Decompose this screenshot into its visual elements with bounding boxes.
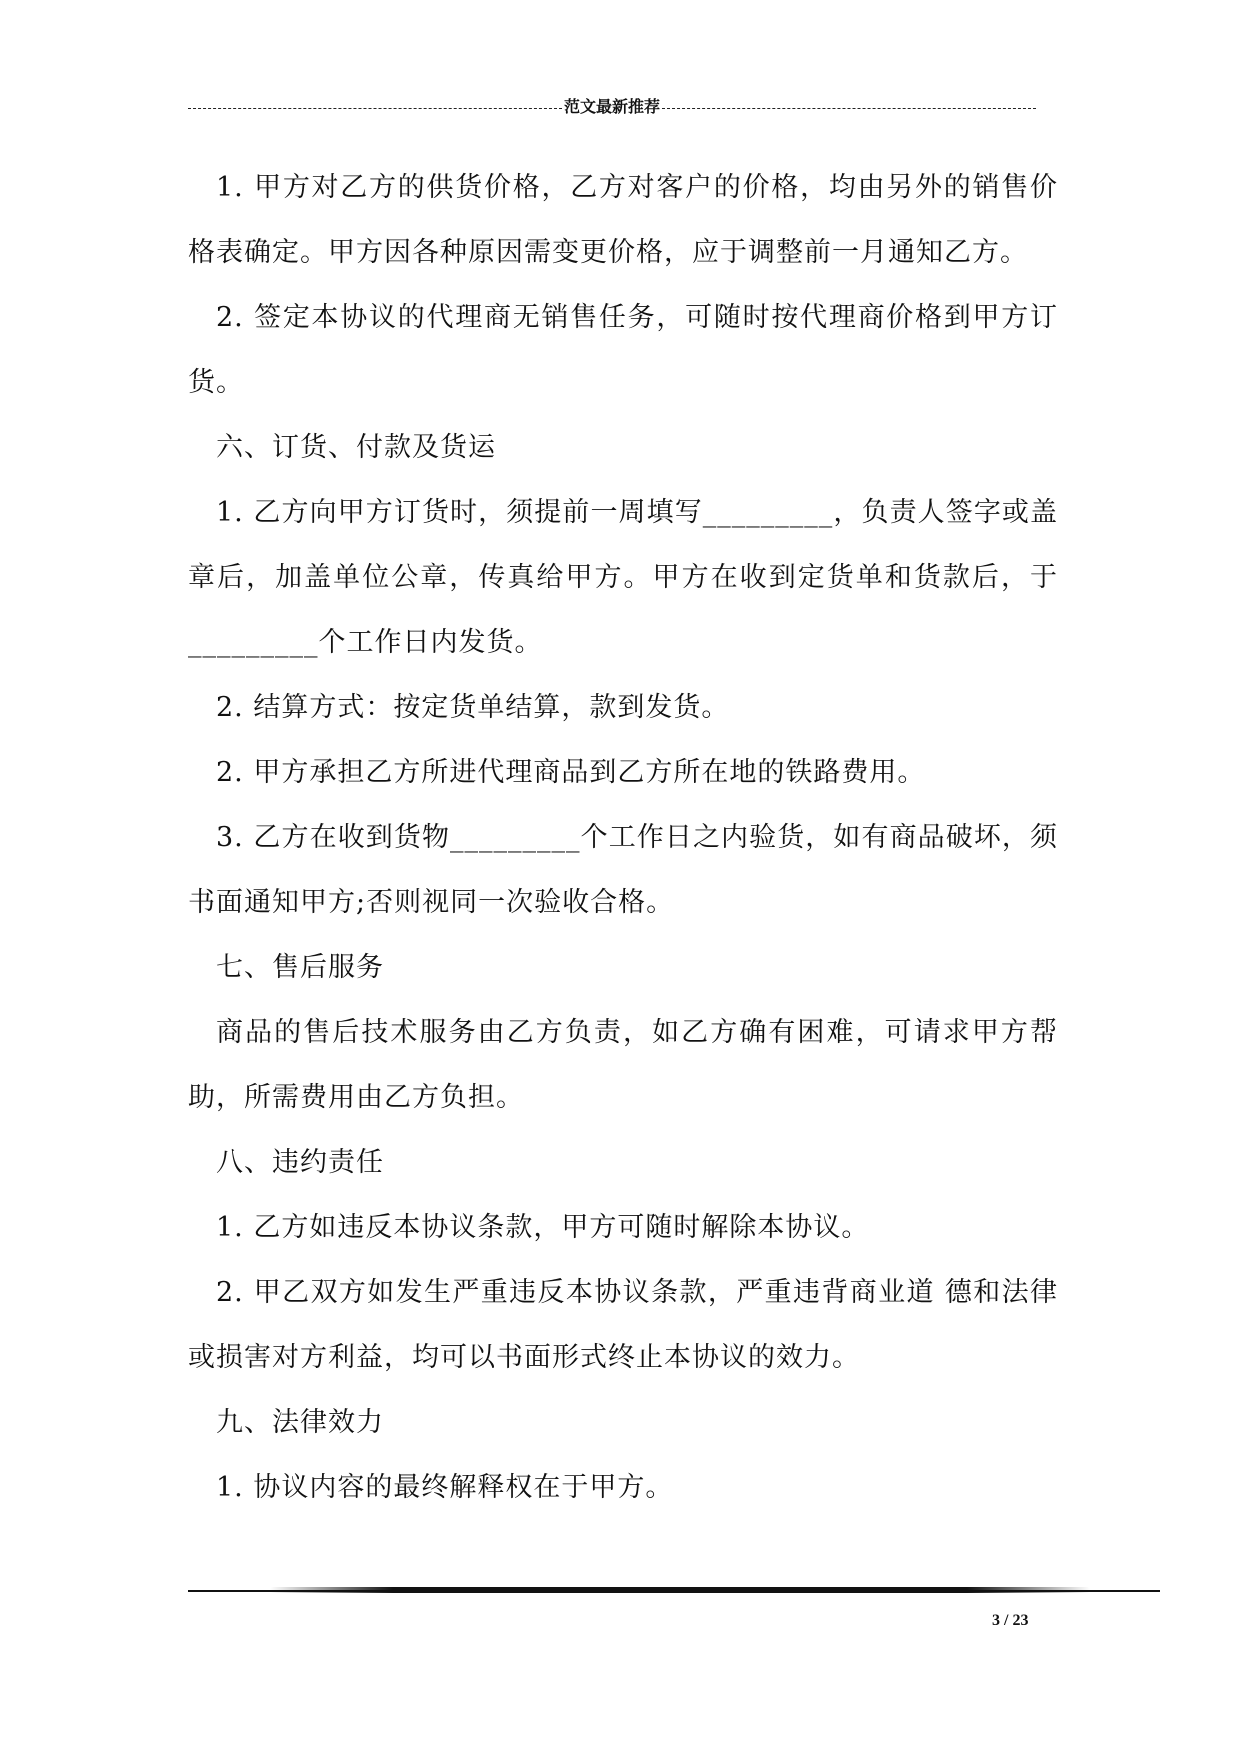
paragraph-railway-cost: 2. 甲方承担乙方所进代理商品到乙方所在地的铁路费用。 xyxy=(216,757,926,788)
section-heading-after-sales: 七、售后服务 xyxy=(216,952,384,983)
paragraph-no-sales-task: 2. 签定本协议的代理商无销售任务，可随时按代理商价格到甲方订货。 xyxy=(188,302,1058,398)
paragraph-settlement: 2. 结算方式：按定货单结算，款到发货。 xyxy=(216,692,730,723)
paragraph-serious-breach: 2. 甲乙双方如发生严重违反本协议条款，严重违背商业道 德和法律或损害对方利益，均可以书面形式终止本协议的效力。 xyxy=(188,1277,1058,1373)
paragraph-price-table: 1. 甲方对乙方的供货价格，乙方对客户的价格，均由另外的销售价格表确定。甲方因各种原因需变更价格，应于调整前一月通知乙方。 xyxy=(188,172,1058,268)
header-title: 范文最新推荐 xyxy=(564,96,661,116)
section-heading-ordering: 六、订货、付款及货运 xyxy=(216,432,496,463)
paragraph-ordering-procedure: 1. 乙方向甲方订货时，须提前一周填写_________，负责人签字或盖章后，加盖单位公章，传真给甲方。甲方在收到定货单和货款后，于_________个工作日内发货。 xyxy=(188,497,1058,658)
paragraph-breach-termination: 1. 乙方如违反本协议条款，甲方可随时解除本协议。 xyxy=(216,1212,870,1243)
paragraph-after-sales: 商品的售后技术服务由乙方负责，如乙方确有困难，可请求甲方帮助，所需费用由乙方负担。 xyxy=(188,1017,1058,1113)
page-header xyxy=(188,92,1036,118)
section-heading-legal-effect: 九、法律效力 xyxy=(216,1407,384,1438)
header-dash-left xyxy=(188,108,562,109)
page-number: 3 / 23 xyxy=(992,1612,1029,1629)
paragraph-interpretation: 1. 协议内容的最终解释权在于甲方。 xyxy=(216,1472,674,1503)
section-heading-breach: 八、违约责任 xyxy=(216,1147,384,1178)
paragraph-inspection: 3. 乙方在收到货物_________个工作日之内验货，如有商品破坏，须书面通知甲方;否则视同一次验收合格。 xyxy=(188,822,1058,918)
header-dash-right xyxy=(662,108,1036,109)
document-body xyxy=(188,155,1058,1520)
footer-rule-accent xyxy=(270,1587,1090,1593)
